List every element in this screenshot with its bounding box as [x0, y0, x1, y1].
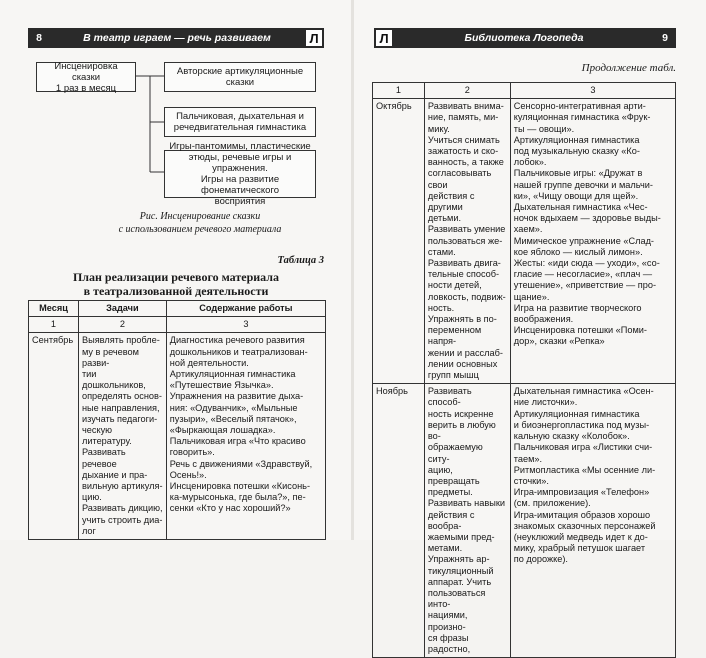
table-row	[29, 333, 326, 540]
content-cell: Диагностика речевого развития дошкольников и театрализован- ной деятельности. Артикуляционная гимнастика «Путешествие Язычка». Упражнения на развитие дыха- ния: «Одуванчик», «Мыльные пузыри», «Веселый пятачок», «Фыркающая лошадка». Пальчиковая игра «Что красиво говорить». Речь с движениями «Здравствуй, Осень!». Инсценировка потешки «Кисонь- ка-мурысонька, где была?», пе- сенки «Кто у нас хороший?»	[166, 333, 325, 540]
header-title: Библиотека Логопеда	[464, 32, 584, 44]
month-cell: Сентябрь	[29, 333, 79, 540]
tasks-cell: Развивать внима- ние, память, ми- мику. Учиться снимать зажатость и ско- ванность, а также согласовывать свои действия с другими детьми. Развивать умение пользоваться же- стами. Развивать двига- тельные способ- ности детей, ловкость, подвиж- ность. Упражнять в по- переменном напря- жении и расслаб- лении основных групп мышц	[424, 99, 510, 384]
table-number-row: 1 2 3	[29, 317, 326, 333]
table-title: План реализации речевого материала в театрализованной деятельности	[72, 270, 280, 298]
logo-icon: Л	[304, 28, 324, 48]
header-tasks: Задачи	[78, 301, 166, 317]
table-row	[373, 99, 676, 384]
tasks-cell: Развивать способ- ность искренне верить в любую во- ображаемую ситу- ацию, превращать предметы. Развивать навыки действия с вообра- жаемыми пред- метами. Упражнять ар- тикуляционный аппарат. Учить пользоваться инто- нациями, произно- ся фразы радостно,	[424, 384, 510, 658]
table-row	[373, 384, 676, 658]
diagram-box-games: Игры-пантомимы, пластические этюды, речевые игры и упражнения. Игры на развитие фонематического восприятия	[164, 150, 316, 198]
content-cell: Дыхательная гимнастика «Осен- ние листочки». Артикуляционная гимнастика и биоэнергопластика под музы- кальную сказку «Колобок». Пальчиковая игра «Листики счи- таем». Ритмопластика «Мы осенние ли- сточки». Игра-импровизация «Телефон» (см. приложение). Игра-имитация образов хорошо знакомых сказочных персонажей (неуклюжий медведь идет к до- мику, храбрый петушок шагает по дорожке).	[510, 384, 675, 658]
left-page	[0, 0, 352, 540]
content-cell: Сенсорно-интегративная арти- куляционная гимнастика «Фрук- ты — овощи». Артикуляционная гимнастика под музыкальную сказку «Ко- лобок». Пальчиковые игры: «Дружат в нашей группе девочки и мальчи- ки», «Чищу овощи для щей». Дыхательная гимнастика «Чес- ночок вдыхаем — здоровье выды- хаем». Мимическое упражнение «Слад- кое яблоко — кислый лимон». Жесты: «иди сюда — уходи», «со- гласие — несогласие», «плач — утешение», «приветствие — про- щание». Игра на развитие творческого воображения. Инсценировка потешки «Поми- дор», сказки «Репка»	[510, 99, 675, 384]
tasks-cell: Выявлять пробле- му в речевом разви- тии дошкольников, определять основ- ные направления, изучать педагоги- ческую литературу. Развивать речевое дыхание и пра- вильную артикуля- цию. Развивать дикцию, учить строить диа- лог	[78, 333, 166, 540]
right-page	[354, 0, 706, 654]
table-header-row	[29, 301, 326, 317]
month-cell: Ноябрь	[373, 384, 425, 658]
header-month: Месяц	[29, 301, 79, 317]
header-content: Содержание работы	[166, 301, 325, 317]
month-cell: Октябрь	[373, 99, 425, 384]
logo-icon: Л	[374, 28, 394, 48]
figure-caption: Рис. Инсценирование сказки с использованием речевого материала	[118, 211, 282, 235]
header-title: В театр играем — речь развиваем	[83, 32, 271, 44]
diagram-box-gymnastics: Пальчиковая, дыхательная и речедвигательная гимнастика	[164, 107, 316, 137]
table-label: Таблица 3	[277, 255, 324, 266]
right-page-header	[374, 28, 676, 48]
page-number: 8	[36, 32, 42, 44]
table-number-row: 1 2 3	[373, 83, 676, 99]
continuation-label: Продолжение табл.	[581, 62, 676, 74]
diagram-main-box: Инсценировка сказки 1 раз в месяц	[36, 62, 136, 92]
page-number: 9	[662, 32, 668, 44]
diagram-box-author-tales: Авторские артикуляционные сказки	[164, 62, 316, 92]
right-table	[372, 82, 676, 658]
left-table	[28, 300, 326, 540]
